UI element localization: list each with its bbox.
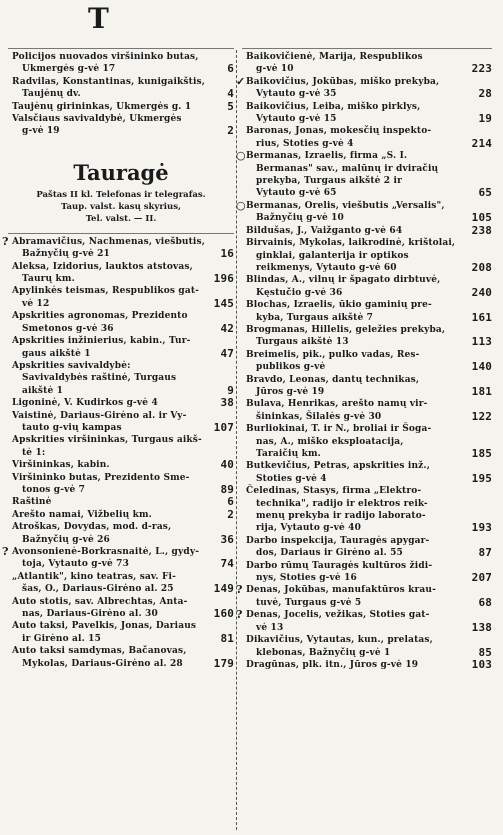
entry-continuation-line: rija, Vytauto g-vė 40 [256, 523, 361, 534]
entry-continuation-line: menų prekyba ir radijo laborato- [256, 511, 426, 522]
directory-entry [8, 335, 234, 360]
entry-number: 195 [471, 471, 492, 485]
entry-number: 85 [478, 645, 492, 659]
directory-entry [242, 485, 492, 535]
directory-entry [236, 583, 492, 609]
directory-entry [2, 545, 234, 571]
entry-number: 122 [471, 409, 492, 423]
entry-name-line: Atroškas, Dovydas, mod. d-ras, [12, 522, 172, 533]
directory-entry [242, 237, 492, 274]
entry-name-line: Apskrities agronomas, Prezidento [12, 311, 188, 322]
right-column [236, 48, 492, 829]
entry-continuation-line: Bermanas" sav., malūnų ir dviračių [256, 163, 439, 174]
entry-name-line: Apylinkės teismas, Respublikos gat- [12, 286, 200, 297]
entry-name-line: Bermanas, Orelis, viešbutis „Versalis", [246, 200, 445, 211]
entry-name-line: Viršininko butas, Prezidento Sme- [12, 472, 190, 483]
entry-number: 6 [227, 495, 234, 509]
column-divider [236, 50, 237, 830]
entry-name-line: Avonsonienė-Borkrasnaitė, L., gydy- [12, 547, 200, 557]
handwritten-mark-icon: ✓ [236, 74, 246, 88]
directory-entry [242, 51, 492, 76]
handwritten-mark-icon: ○ [236, 198, 246, 212]
directory-entry [8, 101, 234, 113]
directory-entry [236, 74, 492, 101]
entry-name-line: Birvainis, Mykolas, laikrodinė, krištolai, [246, 238, 456, 249]
entry-number: 160 [213, 607, 234, 621]
directory-entry [236, 608, 492, 634]
entry-name-line: Darbo rūmų Tauragės kultūros židi- [246, 560, 433, 571]
entry-name-line: „Atlantik", kino teatras, sav. Fi- [12, 571, 176, 582]
entry-number: 81 [220, 631, 234, 645]
entry-name-line: Radvilas, Konstantinas, kunigaikštis, [12, 76, 206, 87]
entry-continuation-line: nas, A., miško eksploatacija, [256, 436, 404, 447]
entry-name-line: Apskrities inžinierius, kabin., Tur- [12, 336, 191, 347]
entry-continuation-line: Vytauto g-vė 65 [256, 188, 337, 199]
directory-entry [8, 51, 234, 76]
entry-name-line: Denas, Jokūbas, manufaktūros krau- [246, 585, 436, 596]
entry-number: 185 [471, 447, 492, 460]
directory-entry [8, 472, 234, 497]
entry-number: 138 [471, 620, 492, 634]
entry-number: 42 [220, 321, 234, 335]
entry-continuation-line: Savivaldybės raštinė, Turgaus [22, 373, 177, 384]
entry-number: 214 [471, 136, 492, 150]
entry-continuation-line: aikštė 1 [22, 385, 64, 396]
entries-top-list [8, 51, 234, 138]
directory-entry [236, 149, 492, 200]
entry-continuation-line: klebonas, Bažnyčių g-vė 1 [256, 647, 391, 658]
entry-continuation-line: Taurų km. [22, 274, 75, 285]
entry-name-line: Butkevičius, Petras, apskrities inž., [246, 461, 430, 472]
entry-continuation-line: Taraičių km. [256, 449, 321, 459]
entry-number: 240 [471, 285, 492, 299]
directory-entry [8, 410, 234, 435]
entry-continuation-line: Kęstučio g-vė 36 [256, 287, 343, 298]
entry-continuation-line: publikos g-vė [256, 362, 326, 373]
entry-continuation-line: Taujėnų dv. [22, 89, 81, 100]
entry-continuation-line: ir Girėno al. 15 [22, 633, 101, 644]
left-column [2, 48, 234, 829]
entry-number: 181 [471, 384, 492, 398]
town-info [8, 189, 234, 225]
entry-number: 9 [227, 383, 234, 397]
entry-number: 113 [471, 335, 492, 349]
entry-number: 40 [220, 458, 234, 472]
directory-entry [8, 397, 234, 409]
entries-left-list [2, 234, 234, 670]
directory-entry [8, 496, 234, 508]
entry-name-line: Apskrities savivaldybė: [12, 360, 131, 371]
entry-name-line: Burliokinai, T. ir N., broliai ir Šoga- [246, 424, 432, 435]
entry-continuation-line: Bažnyčių g-vė 21 [22, 249, 110, 260]
entry-continuation-line: Smetonos g-vė 36 [22, 323, 114, 334]
entry-name-line: Vaistinė, Dariaus-Girėno al. ir Vy- [12, 410, 187, 421]
section-letter: T [88, 2, 110, 35]
entry-name-line: Aleksa, Izidorius, lauktos atstovas, [12, 261, 193, 272]
entry-name-line: Bulava, Henrikas, arešto namų vir- [246, 399, 428, 410]
directory-entry [8, 434, 234, 459]
entry-number: 193 [471, 521, 492, 535]
entry-continuation-line: šininkas, Šilalės g-vė 30 [256, 411, 382, 422]
entry-name-line: Baronas, Jonas, mokesčių inspekto- [246, 126, 432, 137]
directory-entry [8, 459, 234, 471]
entry-continuation-line: tauto g-vių kampas [22, 422, 122, 433]
entry-number: 6 [227, 62, 234, 76]
entry-number: 38 [220, 396, 234, 410]
entry-continuation-line: toja, Vytauto g-vė 73 [22, 559, 129, 570]
entry-continuation-line: reikmenys, Vytauto g-vė 60 [256, 262, 397, 273]
town-info-line: Tel. valst. — II. [85, 213, 157, 224]
entry-name-line: Dragūnas, plk. itn., Jūros g-vė 19 [246, 659, 419, 670]
entry-name-line: Breimelis, pik., pulko vadas, Res- [246, 349, 420, 360]
directory-entry [242, 299, 492, 324]
directory-entry [242, 423, 492, 460]
entry-continuation-line: šas, O., Dariaus-Girėno al. 25 [22, 584, 174, 595]
entry-number: 74 [220, 557, 234, 571]
entry-number: 207 [471, 571, 492, 585]
top-rule [8, 48, 234, 49]
entry-name-line: Baikovičius, Jokūbas, miško prekyba, [246, 76, 440, 87]
entry-continuation-line: Vytauto g-vė 35 [256, 89, 337, 100]
entry-number: 2 [227, 124, 234, 138]
entry-continuation-line: kyba, Turgaus aikštė 7 [256, 312, 374, 323]
entry-name-line: Abramavičius, Nachmenas, viešbutis, [12, 236, 205, 247]
entry-continuation-line: tuvė, Turgaus g-vė 5 [256, 597, 362, 608]
entry-number: 105 [471, 211, 492, 225]
handwritten-mark-icon: ○ [236, 149, 246, 163]
directory-entry [8, 360, 234, 397]
town-rule [8, 233, 234, 234]
directory-entry [242, 349, 492, 374]
entry-continuation-line: gaus aikštė 1 [22, 348, 91, 359]
entry-continuation-line: Jūros g-vė 19 [256, 386, 325, 397]
entry-continuation-line: Vytauto g-vė 15 [256, 114, 337, 125]
entry-continuation-line: Mykolas, Dariaus-Girėno al. 28 [22, 658, 183, 669]
directory-entry [8, 521, 234, 546]
entry-number: 196 [213, 272, 234, 286]
entry-name-line: Apskrities viršininkas, Turgaus aikš- [12, 435, 202, 446]
entry-name-line: Policijos nuovados viršininko butas, [12, 52, 199, 62]
entry-name-line: Viršininkas, kabin. [12, 460, 110, 471]
directory-entry [242, 460, 492, 485]
entries-right-list [236, 51, 492, 671]
entry-number: 65 [478, 186, 492, 200]
entry-number: 161 [471, 310, 492, 324]
town-heading: Tauragė [73, 159, 169, 185]
entry-name-line: Raštinė [12, 497, 52, 508]
entry-name-line: Auto taksi, Pavelkis, Jonas, Dariaus [12, 621, 197, 632]
entry-continuation-line: prekyba, Turgaus aikštė 2 ir [256, 176, 402, 187]
directory-entry [242, 374, 492, 399]
entry-number: 179 [213, 656, 234, 670]
handwritten-mark-icon: ? [2, 234, 9, 248]
entry-name-line: Denas, Jocelis, vežikas, Stoties gat- [246, 610, 430, 621]
entry-continuation-line: g-vė 19 [22, 126, 60, 137]
entry-name-line: Auto taksi samdymas, Bačanovas, [12, 646, 187, 657]
directory-entry [242, 659, 492, 671]
directory-entry [8, 596, 234, 621]
entry-number: 47 [220, 346, 234, 360]
directory-entry [242, 324, 492, 349]
entry-name-line: Baikovičienė, Marija, Respublikos [246, 52, 423, 62]
entry-number: 68 [478, 595, 492, 609]
entry-name-line: Valsčiaus savivaldybė, Ukmergės [12, 114, 182, 125]
entry-number: 238 [471, 223, 492, 237]
entry-number: 107 [213, 420, 234, 434]
entry-continuation-line: vė 13 [256, 622, 284, 633]
handwritten-mark-icon: ? [236, 608, 243, 622]
directory-entry [242, 535, 492, 560]
handwritten-mark-icon: ? [236, 583, 243, 597]
directory-entry [242, 560, 492, 585]
entry-number: 36 [220, 532, 234, 546]
entry-continuation-line: technika", radijo ir elektros reik- [256, 498, 428, 509]
entry-number: 208 [471, 260, 492, 274]
entry-continuation-line: Turgaus aikštė 13 [256, 337, 349, 348]
top-rule [242, 48, 492, 49]
entry-name-line: Ligoninė, V. Kudirkos g-vė 4 [12, 398, 158, 409]
entry-name-line: Darbo inspekcija, Tauragės apygar- [246, 535, 430, 546]
entry-continuation-line: dos, Dariaus ir Girėno al. 55 [256, 548, 403, 559]
entry-number: 103 [471, 657, 492, 671]
handwritten-mark-icon: ? [2, 545, 9, 558]
entry-continuation-line: tonos g-vė 7 [22, 484, 86, 495]
entry-name-line: Auto stotis, sav. Albrechtas, Anta- [12, 596, 188, 607]
directory-entry [8, 571, 234, 596]
directory-entry [8, 113, 234, 138]
entry-continuation-line: Stoties g-vė 4 [256, 473, 327, 484]
entry-name-line: Blochas, Izraelis, ūkio gaminių pre- [246, 300, 432, 311]
entry-continuation-line: g-vė 10 [256, 64, 294, 75]
directory-entry [242, 225, 492, 237]
entry-number: 28 [478, 87, 492, 101]
entry-number: 89 [220, 482, 234, 496]
entry-name-line: Taujėnų girininkas, Ukmergės g. 1 [12, 101, 192, 112]
directory-entry [242, 101, 492, 126]
entry-number: 2 [227, 507, 234, 521]
directory-entry [242, 274, 492, 299]
entry-number: 223 [471, 62, 492, 76]
entry-continuation-line: Bažnyčių g-vė 26 [22, 534, 110, 545]
town-info-line: Paštas II kl. Telefonas ir telegrafas. [36, 189, 206, 200]
entry-name-line: Bildušas, J., Vaižganto g-vė 64 [246, 225, 403, 236]
entry-continuation-line: nas, Dariaus-Girėno al. 30 [22, 609, 158, 620]
directory-entry [8, 645, 234, 670]
directory-entry [8, 261, 234, 286]
entry-number: 87 [478, 546, 492, 560]
directory-entry [2, 234, 234, 261]
entry-name-line: Čeledinas, Stasys, firma „Elektro- [246, 486, 422, 497]
entry-name-line: Brogmanas, Hillelis, geležies prekyba, [246, 324, 446, 335]
entry-number: 5 [227, 99, 234, 113]
directory-entry [8, 285, 234, 310]
entry-continuation-line: rius, Stoties g-vė 4 [256, 138, 354, 149]
entry-name-line: Baikovičius, Leiba, miško pirklys, [246, 101, 421, 112]
directory-entry [8, 310, 234, 335]
entry-continuation-line: tė 1: [22, 447, 46, 458]
entry-number: 145 [213, 296, 234, 310]
entry-continuation-line: Bažnyčių g-vė 10 [256, 213, 344, 224]
directory-entry [242, 634, 492, 659]
entry-number: 149 [213, 582, 234, 596]
entry-name-line: Blindas, A., vilnų ir špagato dirbtuvė, [246, 275, 441, 286]
entry-number: 19 [478, 112, 492, 126]
entry-number: 140 [471, 360, 492, 374]
entry-continuation-line: nys, Stoties g-vė 16 [256, 573, 357, 584]
entry-name-line: Bermanas, Izraelis, firma „S. I. [246, 151, 408, 162]
entry-number: 16 [220, 247, 234, 261]
directory-entry [8, 76, 234, 101]
directory-entry [236, 198, 492, 225]
entry-number: 4 [227, 87, 234, 101]
entry-continuation-line: vė 12 [22, 298, 50, 309]
entry-continuation-line: ginklai, galanterija ir optikos [256, 250, 409, 261]
entry-continuation-line: Ukmergės g-vė 17 [22, 64, 116, 75]
directory-entry [242, 125, 492, 150]
entry-name-line: Arešto namai, Vižbelių km. [12, 509, 152, 520]
directory-entry [8, 620, 234, 645]
entry-name-line: Dikavičius, Vytautas, kun., prelatas, [246, 635, 433, 646]
directory-entry [8, 509, 234, 521]
directory-entry [242, 398, 492, 423]
entry-name-line: Bravdo, Leonas, dantų technikas, [246, 374, 420, 385]
town-info-line: Taup. valst. kasų skyrius, [61, 201, 181, 212]
